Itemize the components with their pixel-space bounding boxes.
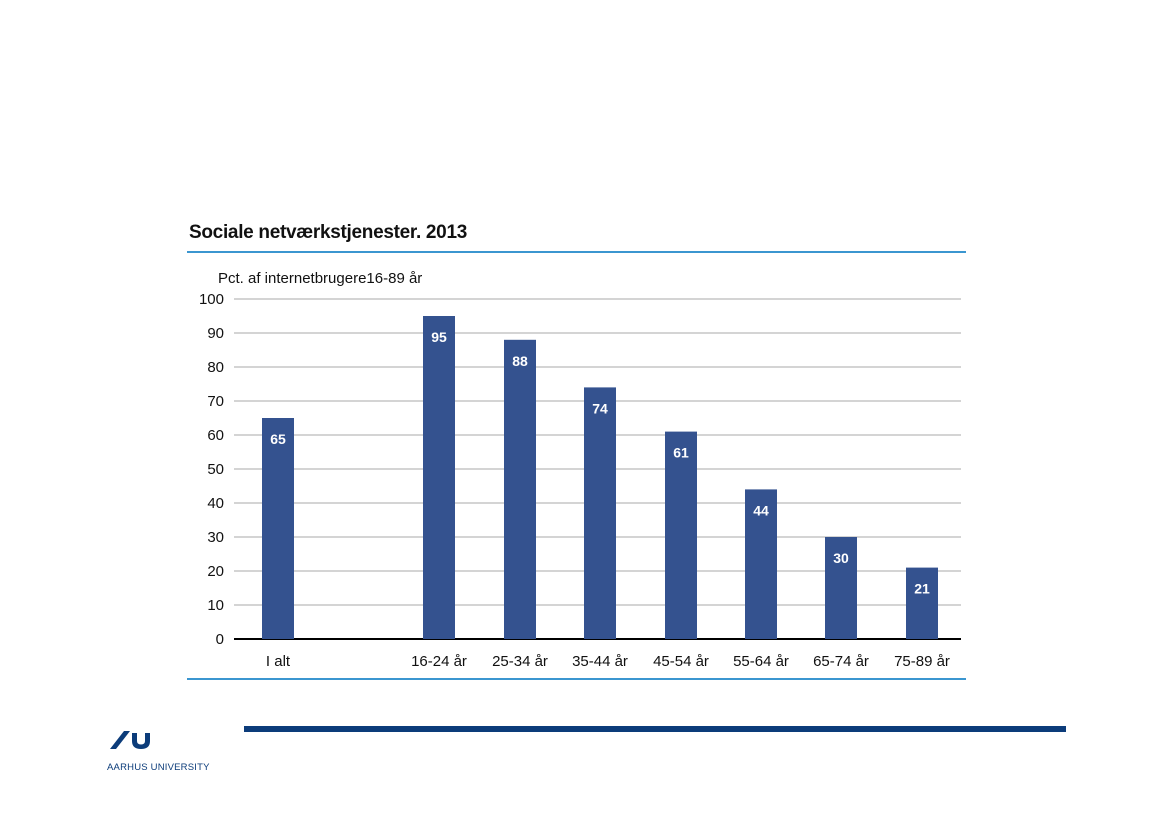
y-tick-label: 0	[215, 631, 224, 648]
y-tick-label: 50	[207, 461, 224, 478]
y-tick-label: 80	[207, 359, 224, 376]
bottom-rule	[187, 678, 966, 680]
bar	[665, 432, 697, 639]
y-tick-label: 60	[207, 427, 224, 444]
bars	[262, 316, 938, 639]
bar	[584, 387, 616, 639]
x-tick-label: 25-34 år	[492, 653, 548, 670]
bar	[423, 316, 455, 639]
chart-title: Sociale netværkstjenester. 2013	[189, 222, 467, 243]
y-tick-labels	[199, 291, 224, 648]
data-label: 65	[270, 431, 286, 447]
y-tick-label: 40	[207, 495, 224, 512]
au-logo-icon	[108, 729, 158, 751]
data-label: 74	[592, 400, 608, 417]
y-tick-label: 20	[207, 563, 224, 580]
data-label: 21	[914, 580, 930, 597]
x-tick-label: 35-44 år	[572, 653, 628, 670]
data-label: 61	[673, 444, 689, 461]
x-tick-label: 55-64 år	[733, 653, 789, 670]
y-tick-label: 10	[207, 597, 224, 614]
x-tick-label: I alt	[265, 653, 291, 670]
x-tick-label: 75-89 år	[894, 653, 950, 670]
x-tick-label: 65-74 år	[813, 653, 869, 670]
y-tick-label: 100	[198, 291, 224, 308]
data-label: 30	[833, 550, 849, 566]
data-label: 44	[753, 502, 769, 519]
bar	[906, 568, 938, 639]
x-tick-labels	[266, 653, 950, 670]
university-name: AARHUS UNIVERSITY	[107, 762, 210, 773]
x-tick-label: 16-24 år	[411, 653, 467, 670]
data-label: 88	[512, 352, 528, 369]
x-tick-label: 45-54 år	[653, 653, 709, 670]
y-axis-label: Pct. af internetbrugere16-89 år	[218, 270, 423, 287]
footer-bar	[244, 726, 1066, 732]
y-tick-label: 30	[207, 529, 224, 546]
bar	[262, 418, 294, 639]
data-label: 95	[431, 329, 447, 345]
y-tick-label: 70	[207, 393, 224, 410]
y-tick-label: 90	[207, 325, 224, 342]
bar	[504, 340, 536, 639]
